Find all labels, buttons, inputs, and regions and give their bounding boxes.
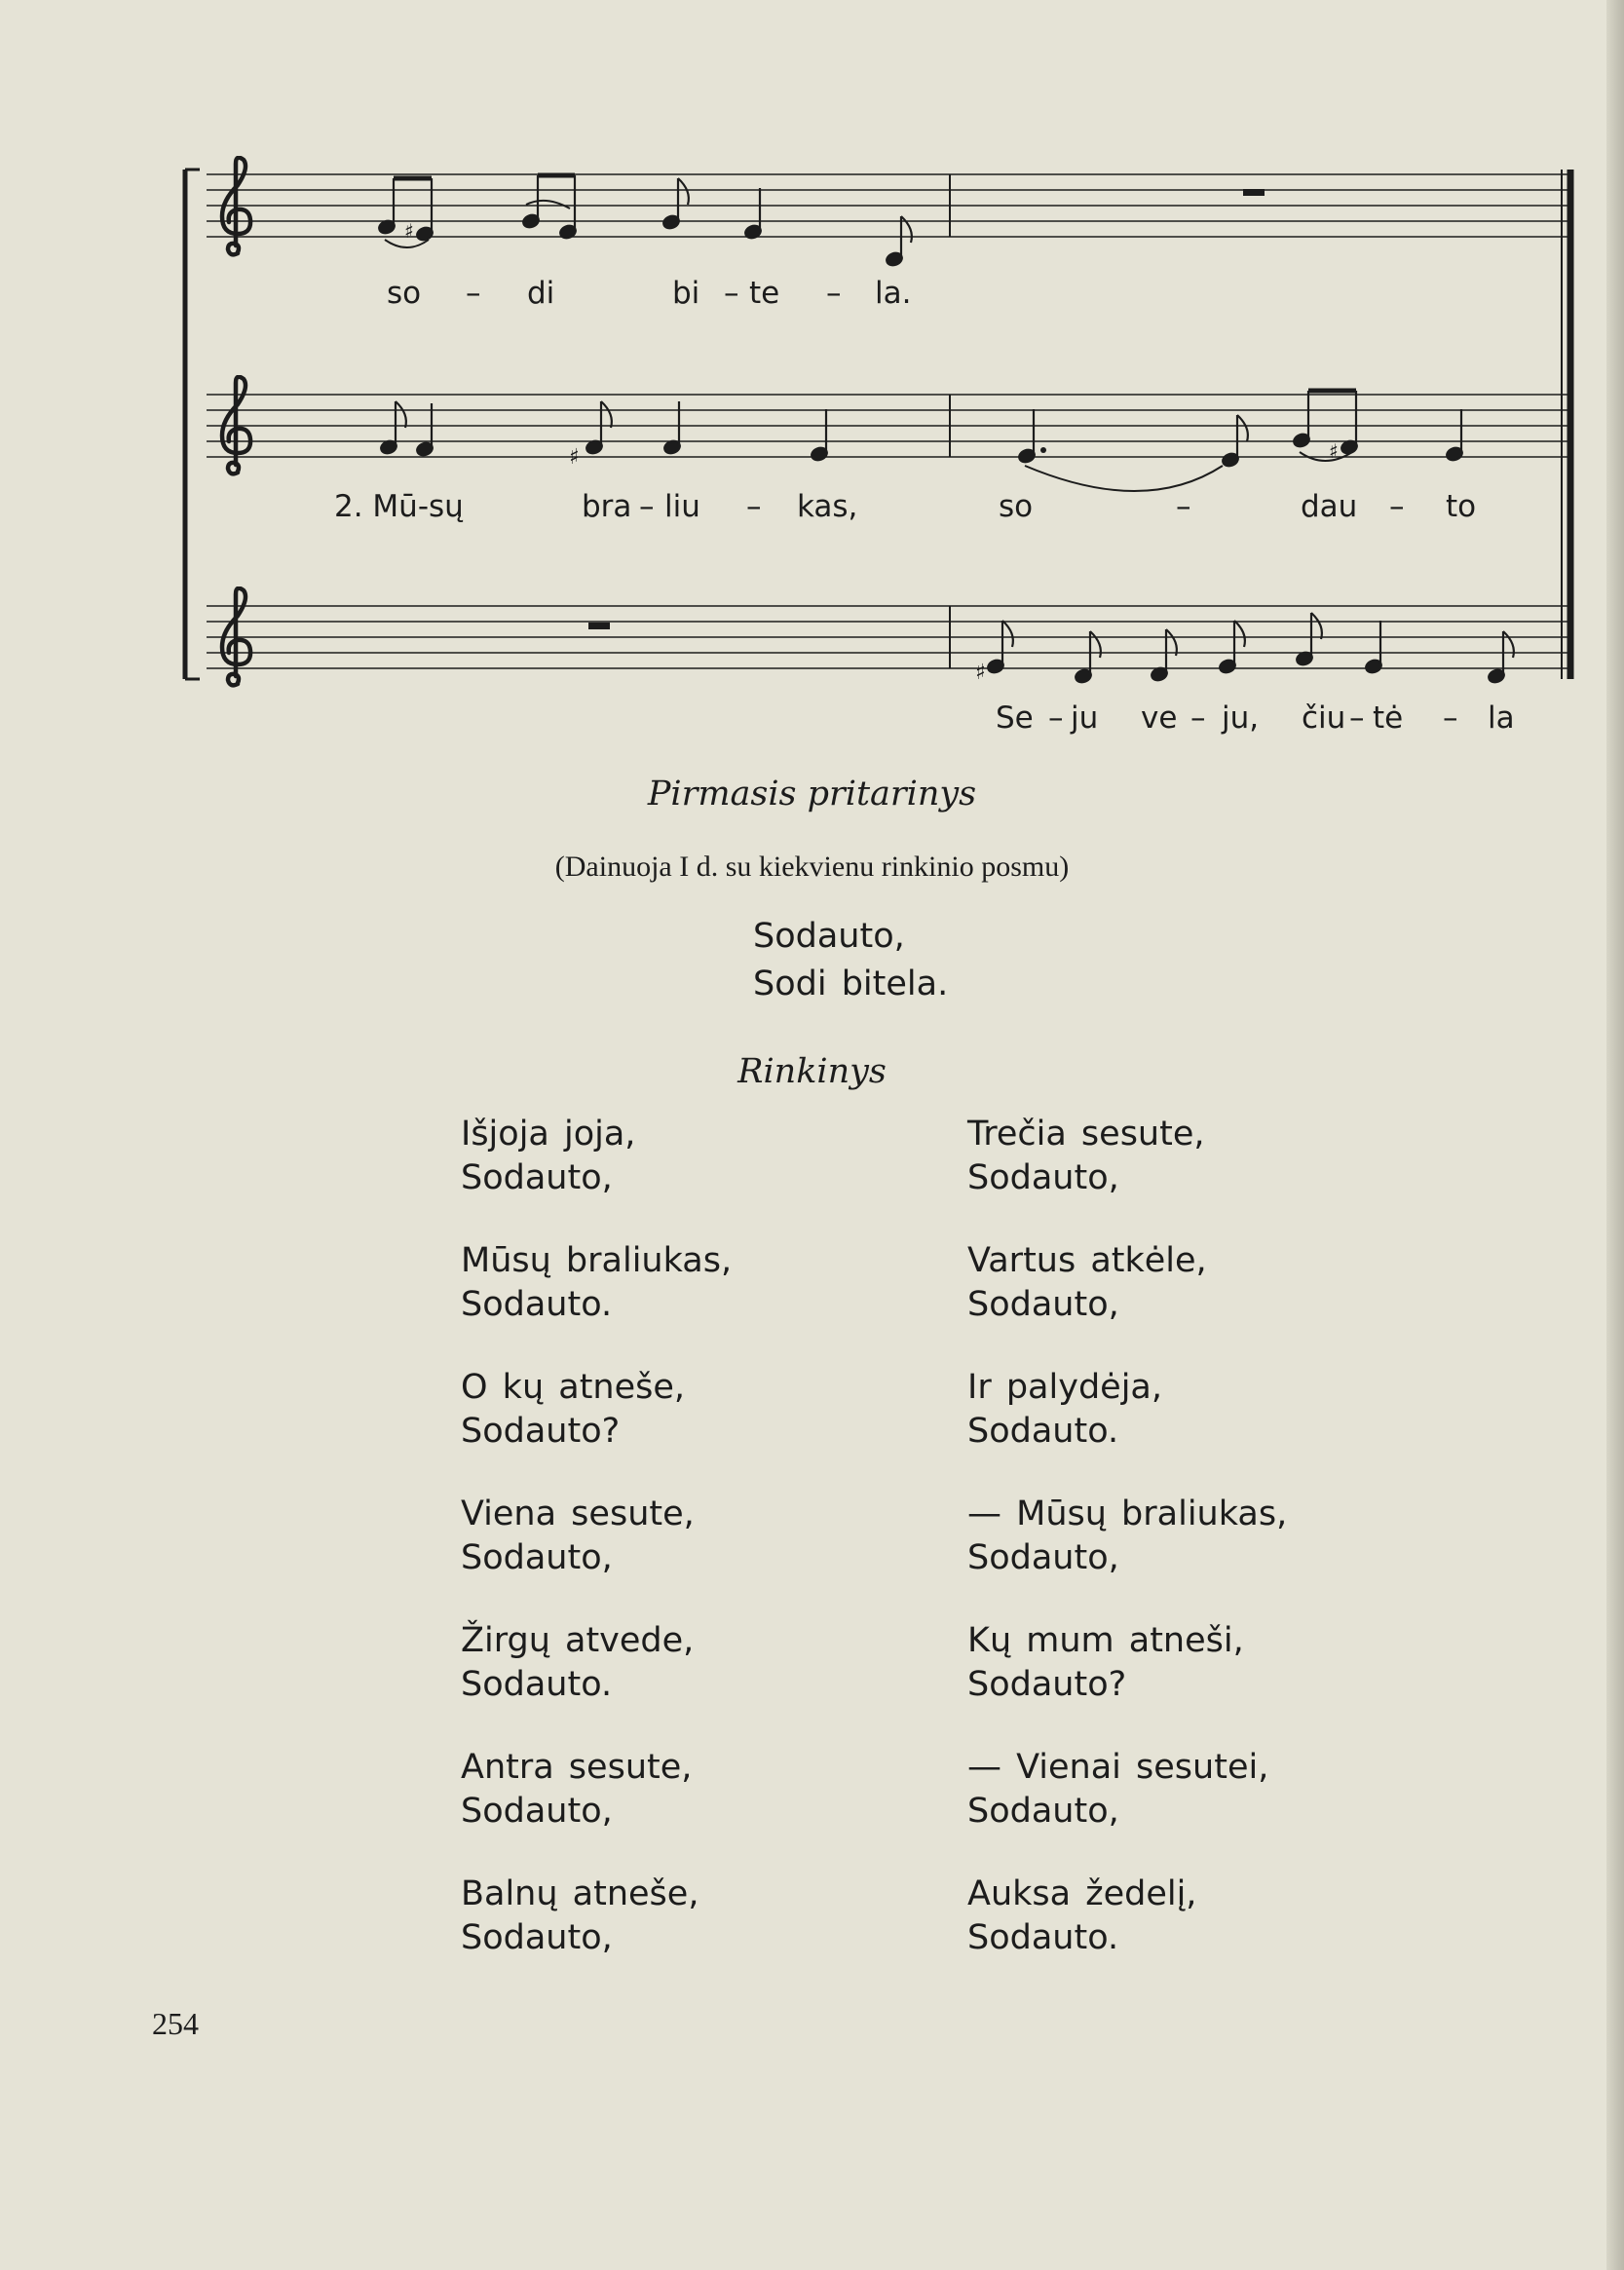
verse-line: Kų mum atneši, <box>967 1621 1244 1660</box>
verse-line: Išjoja joja, <box>461 1115 636 1154</box>
lyric-syllable: dau <box>1301 489 1358 524</box>
lyric-syllable: Se <box>996 700 1034 736</box>
stanza <box>967 1493 1287 1619</box>
refrain-line: Sodauto, <box>753 917 905 956</box>
verses-heading: Rinkinys <box>737 1052 887 1091</box>
stanza <box>967 1873 1287 1999</box>
verse-line: Sodauto. <box>461 1285 613 1324</box>
verse-line: Žirgų atvede, <box>461 1621 695 1660</box>
lyric-syllable: liu <box>664 489 700 524</box>
stanza <box>461 1239 732 1366</box>
lyric-syllable: čiu <box>1302 700 1346 736</box>
lyrics-system-2 <box>334 489 1476 524</box>
lyric-syllable: – <box>466 276 481 311</box>
verse-line: Sodauto. <box>967 1918 1119 1957</box>
lyric-syllable: ve <box>1141 700 1178 736</box>
verse-line: Ir palydėja, <box>967 1368 1162 1407</box>
lyric-syllable: – <box>1048 700 1064 736</box>
verse-line: O kų atneše, <box>461 1368 686 1407</box>
refrain-line: Sodi bitela. <box>753 965 949 1003</box>
lyric-syllable: ju <box>1071 700 1099 736</box>
lyric-syllable: bra <box>582 489 632 524</box>
stanza <box>461 1619 732 1746</box>
verse-line: Sodauto, <box>967 1285 1119 1324</box>
stanza <box>461 1746 732 1873</box>
lyric-syllable: ju, <box>1222 700 1260 736</box>
refrain-note: (Dainuoja I d. su kiekvienu rinkinio posmu) <box>554 851 1070 883</box>
lyric-syllable: – <box>746 489 762 524</box>
verse-line: Sodauto, <box>967 1792 1119 1831</box>
verses-left-column <box>461 1113 732 1999</box>
lyric-syllable: so <box>999 489 1034 524</box>
lyric-syllable: tė <box>1373 700 1404 736</box>
lyric-syllable: – <box>724 276 739 311</box>
stanza <box>461 1113 732 1239</box>
lyric-syllable: – <box>1443 700 1458 736</box>
stanza <box>461 1493 732 1619</box>
stanza <box>967 1366 1287 1493</box>
verse-line: Sodauto? <box>967 1665 1127 1704</box>
lyric-syllable: 2. Mū-sų <box>334 489 464 524</box>
verse-line: Trečia sesute, <box>967 1115 1205 1154</box>
verse-line: Sodauto. <box>461 1665 613 1704</box>
lyric-syllable: to <box>1446 489 1477 524</box>
lyric-syllable: so <box>387 276 422 311</box>
verse-line: Sodauto, <box>967 1538 1119 1577</box>
music-score <box>0 0 1624 740</box>
refrain-heading: Pirmasis pritarinys <box>647 775 977 813</box>
page-number: 254 <box>152 2006 199 2041</box>
verses-right-column <box>967 1113 1287 1999</box>
stanza <box>967 1113 1287 1239</box>
stanza <box>967 1239 1287 1366</box>
stanza <box>461 1366 732 1493</box>
lyric-syllable: – <box>826 276 842 311</box>
stanza <box>461 1873 732 1999</box>
lyric-syllable: bi <box>672 276 700 311</box>
verse-line: Sodauto. <box>967 1412 1119 1451</box>
verse-line: Sodauto, <box>967 1158 1119 1197</box>
lyric-syllable: – <box>1389 489 1405 524</box>
verse-line: Sodauto, <box>461 1158 613 1197</box>
lyric-syllable: – <box>1176 489 1191 524</box>
verse-line: Auksa žedelį, <box>967 1874 1197 1913</box>
stanza <box>967 1619 1287 1746</box>
verse-line: Sodauto, <box>461 1538 613 1577</box>
lyric-syllable: – <box>639 489 655 524</box>
verse-line: Sodauto, <box>461 1918 613 1957</box>
lyrics-system-3 <box>996 700 1515 736</box>
lyric-syllable: la <box>1488 700 1515 736</box>
lyrics-system-1 <box>387 276 911 311</box>
verse-line: Antra sesute, <box>461 1748 693 1787</box>
verse-line: Vartus atkėle, <box>967 1241 1207 1280</box>
verse-line: Viena sesute, <box>461 1494 695 1533</box>
svg-text:♯: ♯ <box>975 661 986 685</box>
verse-line: Mūsų braliukas, <box>461 1241 733 1280</box>
verse-line: — Vienai sesutei, <box>967 1748 1269 1787</box>
svg-text:♯: ♯ <box>1329 439 1339 463</box>
verse-line: — Mūsų braliukas, <box>967 1494 1288 1533</box>
refrain <box>753 913 948 1008</box>
verse-line: Sodauto, <box>461 1792 613 1831</box>
verse-line: Balnų atneše, <box>461 1874 699 1913</box>
svg-text:♯: ♯ <box>569 445 580 470</box>
svg-text:♯: ♯ <box>404 219 414 243</box>
lyric-syllable: la. <box>875 276 912 311</box>
lyric-syllable: te <box>749 276 780 311</box>
lyric-syllable: – <box>1190 700 1206 736</box>
verse-line: Sodauto? <box>461 1412 621 1451</box>
stanza <box>967 1746 1287 1873</box>
lyric-syllable: di <box>527 276 555 311</box>
lyric-syllable: – <box>1349 700 1365 736</box>
lyric-syllable: kas, <box>797 489 858 524</box>
